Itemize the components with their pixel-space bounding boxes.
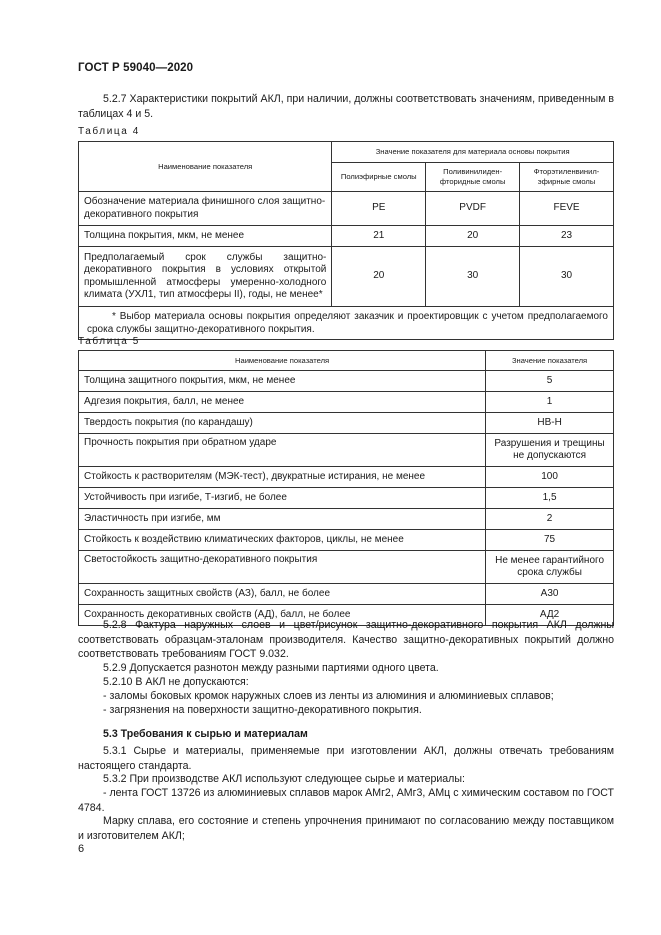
paragraph-alloy-grade: Марку сплава, его состояние и степень упрочнения принимают по согласованию между поставщиком и изготовителем АКЛ; bbox=[78, 815, 614, 842]
paragraph-5-3-1: 5.3.1 Сырье и материалы, применяемые при изготовлении АКЛ, должны отвечать требованиям настоящего стандарта. bbox=[78, 745, 614, 772]
paragraph-5-2-9: 5.2.9 Допускается разнотон между разными партиями одного цвета. bbox=[103, 662, 439, 674]
table-4-subheader-pvdf: Поливинилиден- фторидные смолы bbox=[426, 163, 520, 192]
table-5-cell-value: 2 bbox=[486, 509, 614, 530]
table-4-cell-value: FEVE bbox=[520, 192, 614, 226]
table-5 bbox=[78, 350, 614, 626]
table-row bbox=[79, 467, 614, 488]
table-5-cell-value: 1 bbox=[486, 392, 614, 413]
table-5-cell-name: Прочность покрытия при обратном ударе bbox=[79, 434, 486, 467]
table-5-header-value: Значение показателя bbox=[486, 351, 614, 371]
table-5-cell-value: 1,5 bbox=[486, 488, 614, 509]
table-5-cell-value: 5 bbox=[486, 371, 614, 392]
table-5-cell-name: Устойчивость при изгибе, Т-изгиб, не более bbox=[79, 488, 486, 509]
table-4-subheader-feve: Фторэтиленвинил- эфирные смолы bbox=[520, 163, 614, 192]
table-4-label: Таблица 4 bbox=[78, 126, 140, 137]
table-5-cell-value: АД2 bbox=[486, 605, 614, 626]
table-5-cell-value: Не менее гарантийного срока службы bbox=[486, 551, 614, 584]
table-4-cell-name: Толщина покрытия, мкм, не менее bbox=[79, 226, 332, 247]
table-4-header-group: Значение показателя для материала основы покрытия bbox=[332, 142, 614, 163]
table-5-cell-value: Разрушения и трещины не допускаются bbox=[486, 434, 614, 467]
table-row bbox=[79, 192, 614, 226]
table-5-cell-value: HB-H bbox=[486, 413, 614, 434]
table-4-cell-name: Обозначение материала финишного слоя защитно-декоративного покрытия bbox=[79, 192, 332, 226]
table-row bbox=[79, 488, 614, 509]
table-4-note-row bbox=[79, 307, 614, 340]
paragraph-5-3-2: 5.3.2 При производстве АКЛ используют следующее сырье и материалы: bbox=[103, 773, 465, 785]
table-row bbox=[79, 392, 614, 413]
table-row bbox=[79, 247, 614, 307]
table-5-cell-name: Светостойкость защитно-декоративного покрытия bbox=[79, 551, 486, 584]
table-4-header-name: Наименование показателя bbox=[79, 142, 332, 192]
page-number: 6 bbox=[78, 843, 85, 855]
table-4-cell-value: 30 bbox=[520, 247, 614, 307]
document-header: ГОСТ Р 59040—2020 bbox=[78, 62, 194, 74]
table-row bbox=[79, 226, 614, 247]
table-4-footnote: * Выбор материала основы покрытия определяют заказчик и проектировщик с учетом предполагаемого срока службы защитно-декоративного покрытия. bbox=[79, 307, 614, 340]
table-4 bbox=[78, 141, 614, 340]
table-row bbox=[79, 434, 614, 467]
table-4-cell-name: Предполагаемый срок службы защитно-декоративного покрытия в условиях открытой промышленной атмосферы умеренно-холодного климата (УХЛ1, тип атмосферы II), годы, не менее* bbox=[79, 247, 332, 307]
paragraph-5-2-10: 5.2.10 В АКЛ не допускаются: bbox=[103, 676, 249, 688]
table-5-cell-value: 100 bbox=[486, 467, 614, 488]
table-4-cell-value: PE bbox=[332, 192, 426, 226]
list-item: - загрязнения на поверхности защитно-декоративного покрытия. bbox=[103, 704, 422, 716]
table-4-cell-value: 23 bbox=[520, 226, 614, 247]
table-5-cell-name: Эластичность при изгибе, мм bbox=[79, 509, 486, 530]
table-4-cell-value: 20 bbox=[332, 247, 426, 307]
table-5-cell-name: Стойкость к воздействию климатических факторов, циклы, не менее bbox=[79, 530, 486, 551]
table-5-cell-value: А30 bbox=[486, 584, 614, 605]
table-4-cell-value: PVDF bbox=[426, 192, 520, 226]
table-4-cell-value: 30 bbox=[426, 247, 520, 307]
table-5-cell-name: Адгезия покрытия, балл, не менее bbox=[79, 392, 486, 413]
table-5-header-name: Наименование показателя bbox=[79, 351, 486, 371]
table-row bbox=[79, 551, 614, 584]
table-5-label: Таблица 5 bbox=[78, 336, 140, 347]
table-5-cell-name: Твердость покрытия (по карандашу) bbox=[79, 413, 486, 434]
table-4-cell-value: 20 bbox=[426, 226, 520, 247]
table-5-cell-name: Толщина защитного покрытия, мкм, не менее bbox=[79, 371, 486, 392]
table-4-subheader-pe: Полиэфирные смолы bbox=[332, 163, 426, 192]
table-row bbox=[79, 530, 614, 551]
section-title-5-3: 5.3 Требования к сырью и материалам bbox=[103, 728, 308, 740]
table-row bbox=[79, 509, 614, 530]
list-item: - заломы боковых кромок наружных слоев из ленты из алюминия и алюминиевых сплавов; bbox=[103, 690, 554, 702]
table-row bbox=[79, 413, 614, 434]
table-4-cell-value: 21 bbox=[332, 226, 426, 247]
paragraph-5-2-8: 5.2.8 Фактура наружных слоев и цвет/рисунок защитно-декоративного покрытия АКЛ должны соответствовать образцам-эталонам производителя. Качество защитно-декоративных покрытий должно соответствовать требованиям ГОСТ 9.032. bbox=[78, 619, 614, 660]
paragraph-5-2-7: 5.2.7 Характеристики покрытий АКЛ, при наличии, должны соответствовать значениям, приведенным в таблицах 4 и 5. bbox=[78, 93, 614, 120]
list-item: - лента ГОСТ 13726 из алюминиевых сплавов марок АМг2, АМг3, АМц с химическим составом по ГОСТ 4784. bbox=[78, 787, 614, 814]
table-5-cell-name: Стойкость к растворителям (МЭК-тест), двукратные истирания, не менее bbox=[79, 467, 486, 488]
table-5-cell-value: 75 bbox=[486, 530, 614, 551]
table-row bbox=[79, 584, 614, 605]
table-5-cell-name: Сохранность защитных свойств (АЗ), балл, не более bbox=[79, 584, 486, 605]
table-row bbox=[79, 371, 614, 392]
table-5-cell-name: Сохранность декоративных свойств (АД), балл, не более bbox=[79, 605, 486, 626]
